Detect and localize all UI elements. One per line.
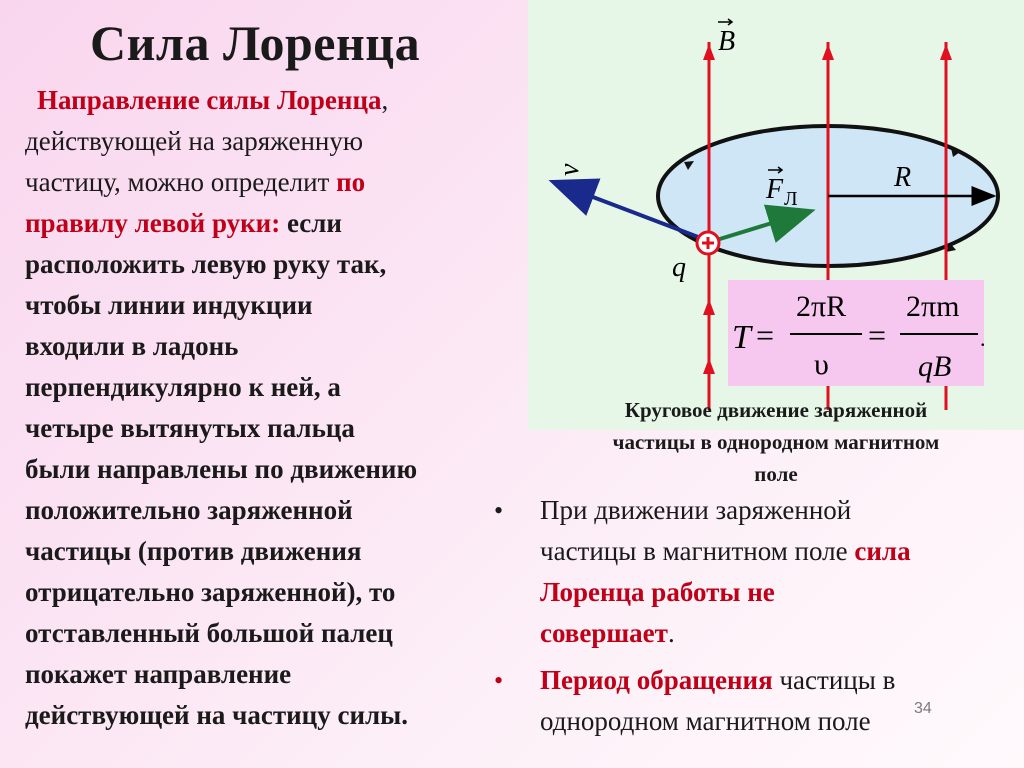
positive-charge-icon bbox=[697, 232, 719, 254]
slide-title: Сила Лоренца bbox=[90, 15, 421, 71]
left-line: были направлены по движению bbox=[25, 454, 418, 484]
left-line: частицы (против движения bbox=[25, 536, 362, 566]
magnetic-field-diagram bbox=[528, 0, 1024, 430]
left-line: положительно заряженной bbox=[25, 495, 353, 525]
label-q: q bbox=[672, 252, 686, 283]
left-line: расположить левую руку так, bbox=[25, 249, 387, 279]
bullet-icon: • bbox=[494, 666, 504, 695]
left-line: чтобы линии индукции bbox=[25, 290, 313, 320]
figure-caption: Круговое движение заряженной частицы в однородном магнитном поле bbox=[612, 398, 940, 486]
bullet-icon: • bbox=[494, 496, 504, 525]
left-explanation bbox=[25, 80, 525, 736]
label-F-subscript: Л bbox=[784, 188, 798, 210]
vector-arrow-icon bbox=[718, 19, 732, 25]
left-line: действующей на частицу силы. bbox=[25, 700, 408, 730]
page-number: 34 bbox=[914, 700, 932, 717]
left-line-3: частицу, можно определит по bbox=[25, 167, 366, 197]
label-B: B bbox=[718, 26, 736, 57]
svg-text:=: = bbox=[868, 317, 887, 353]
label-v: v bbox=[554, 163, 585, 176]
circular-motion-figure bbox=[528, 0, 1024, 430]
bullet-period-statement: • Период обращения частицы в однородном магнитном поле bbox=[494, 660, 1014, 742]
svg-text:υ: υ bbox=[814, 348, 829, 381]
bullet-work-statement: • При движении заряженной частицы в магнитном поле сила Лоренца работы не совершает. bbox=[494, 490, 1014, 654]
label-R: R bbox=[894, 162, 912, 193]
left-line: перпендикулярно к ней, а bbox=[25, 372, 341, 402]
svg-text:.: . bbox=[980, 326, 986, 351]
label-F: F bbox=[766, 174, 784, 205]
svg-text:2πm: 2πm bbox=[906, 290, 960, 323]
left-line-2: действующей на заряженную bbox=[25, 126, 364, 156]
lorentz-direction-phrase: Направление силы Лоренца bbox=[37, 85, 382, 115]
left-line: отставленный большой палец bbox=[25, 618, 393, 648]
svg-text:2πR: 2πR bbox=[796, 290, 847, 323]
left-line-4: правилу левой руки: если bbox=[25, 208, 342, 238]
left-line: четыре вытянутых пальца bbox=[25, 413, 355, 443]
left-line: входили в ладонь bbox=[25, 331, 239, 361]
period-formula bbox=[728, 280, 986, 386]
left-line-1: Направление силы Лоренца, bbox=[37, 85, 389, 115]
left-line: отрицательно заряженной), то bbox=[25, 577, 396, 607]
svg-text:qB: qB bbox=[918, 350, 952, 383]
svg-text:T: T bbox=[732, 319, 751, 356]
left-line: покажет направление bbox=[25, 659, 292, 689]
left-hand-rule-phrase: правилу левой руки: bbox=[25, 208, 281, 238]
svg-text:=: = bbox=[756, 317, 775, 353]
